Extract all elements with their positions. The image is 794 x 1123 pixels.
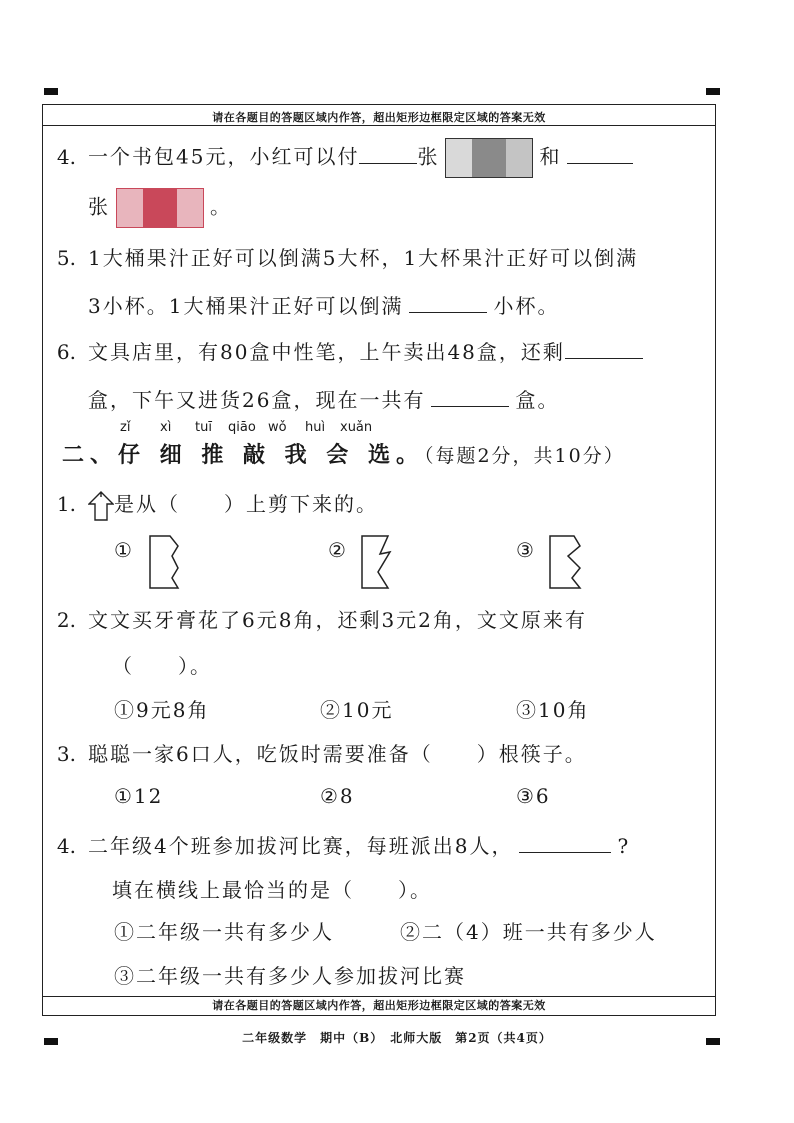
question-text: 聪聪一家6口人，吃饭时需要准备（ ）根筷子。 [88, 742, 587, 766]
answer-blank[interactable] [431, 388, 509, 407]
mc-1-option-1[interactable] [114, 538, 134, 562]
question-number: 2. [56, 608, 76, 632]
question-number: 3. [56, 742, 76, 766]
mc-question-1 [38, 488, 378, 521]
arrow-cutout-shape [88, 491, 114, 521]
registration-mark [44, 88, 58, 95]
answer-blank[interactable] [519, 834, 611, 853]
question-number: 4. [56, 144, 76, 169]
question-text: 填在横线上最恰当的是（ ）。 [112, 878, 432, 902]
mc-question-4-line-2 [112, 874, 432, 903]
mc-3-option-2[interactable]: ②8 [320, 784, 355, 808]
unit-text: 张 [88, 194, 110, 219]
section-2-heading [62, 438, 625, 469]
question-number: 1. [56, 492, 76, 516]
pinyin: qiāo [228, 420, 256, 435]
answer-blank[interactable] [565, 340, 643, 359]
question-text: 一个书包45元，小红可以付 [88, 144, 360, 169]
question-5-line-2 [88, 290, 559, 319]
question-text: 是从（ ）上剪下来的。 [114, 492, 378, 516]
section-score: （每题2分，共10分） [423, 445, 625, 467]
pinyin: zǐ [120, 420, 131, 435]
punctuation: 。 [210, 194, 232, 219]
question-text: （ ）。 [112, 654, 212, 678]
pinyin: tuī [195, 420, 212, 435]
mc-question-3 [38, 738, 587, 767]
question-6-line-2 [88, 384, 559, 413]
question-5-line-1 [38, 242, 638, 271]
pinyin: huì [305, 420, 326, 435]
mc-1-option-3[interactable] [516, 538, 536, 562]
question-text: 文文买牙膏花了6元8角，还剩3元2角，文文原来有 [88, 608, 587, 632]
mc-3-option-3[interactable]: ③6 [516, 784, 551, 808]
section-title: 二、仔 细 推 敲 我 会 选。 [62, 442, 424, 468]
question-text: 文具店里，有80盒中性笔，上午卖出48盒，还剩 [88, 340, 565, 364]
question-number: 5. [56, 246, 76, 270]
question-4-line-1 [38, 138, 633, 178]
banknote-20-yuan-image [445, 138, 533, 178]
mc-2-option-1[interactable]: ①9元8角 [114, 698, 210, 722]
page-footer: 二年级数学 期中（B） 北师大版 第2页（共4页） [242, 1031, 552, 1045]
registration-mark [706, 88, 720, 95]
option-label: ① [114, 538, 134, 562]
banknote-5-yuan-image [116, 188, 204, 228]
pinyin: wǒ [268, 420, 287, 435]
mc-3-option-1[interactable]: ①12 [114, 784, 164, 808]
question-text: 盒。 [515, 388, 560, 412]
question-text: 1大桶果汁正好可以倒满5大杯，1大杯果汁正好可以倒满 [88, 246, 639, 270]
answer-blank[interactable] [359, 145, 417, 164]
answer-blank[interactable] [409, 294, 487, 313]
mc-question-2-line-1 [38, 604, 587, 633]
option-label: ② [328, 538, 348, 562]
question-number: 6. [56, 340, 76, 364]
folded-paper-shape-2 [360, 534, 396, 590]
question-text: 二年级4个班参加拔河比赛，每班派出8人， [88, 834, 514, 858]
mc-2-option-2[interactable]: ②10元 [320, 698, 394, 722]
pinyin: xì [160, 420, 172, 435]
connector-text: 和 [539, 144, 562, 169]
top-notice: 请在各题目的答题区域内作答，超出矩形边框限定区域的答案无效 [212, 111, 546, 124]
option-label: ③ [516, 538, 536, 562]
question-number: 4. [56, 834, 76, 858]
question-4-line-2 [88, 188, 232, 228]
unit-text: 张 [417, 144, 440, 169]
mc-question-2-line-2 [112, 650, 212, 679]
folded-paper-shape-3 [548, 534, 584, 590]
bottom-notice: 请在各题目的答题区域内作答，超出矩形边框限定区域的答案无效 [212, 999, 546, 1012]
question-mark: ? [617, 834, 631, 858]
mc-4-option-2[interactable]: ②二（4）班一共有多少人 [400, 920, 657, 944]
pinyin: xuǎn [340, 420, 373, 435]
question-text: 小杯。 [493, 294, 560, 318]
mc-4-option-1[interactable]: ①二年级一共有多少人 [114, 920, 334, 944]
question-text: 3小杯。1大桶果汁正好可以倒满 [88, 294, 404, 318]
question-6-line-1 [38, 336, 643, 365]
folded-paper-shape-1 [148, 534, 184, 590]
mc-2-option-3[interactable]: ③10角 [516, 698, 590, 722]
mc-4-option-3[interactable]: ③二年级一共有多少人参加拔河比赛 [114, 964, 466, 988]
question-text: 盒，下午又进货26盒，现在一共有 [88, 388, 426, 412]
mc-1-option-2[interactable] [328, 538, 348, 562]
answer-blank[interactable] [567, 145, 633, 164]
mc-question-4-line-1 [38, 830, 630, 859]
divider [43, 125, 715, 126]
